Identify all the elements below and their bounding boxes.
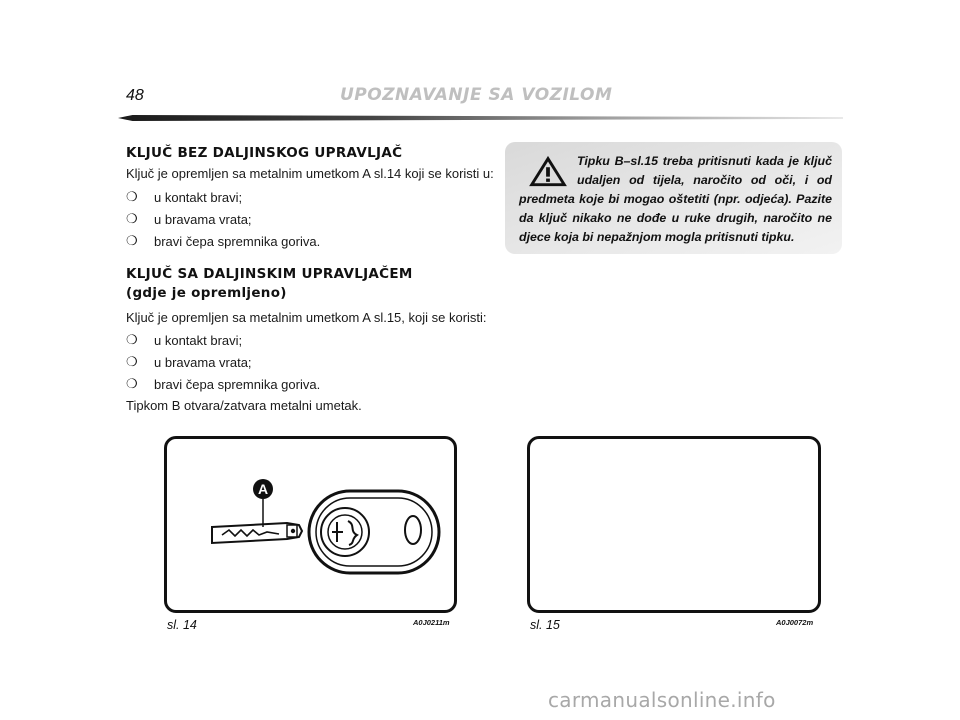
warning-text-block: [519, 152, 832, 247]
warning-text: Tipku B–sl.15 treba pritisnuti kada je ključ udaljen od tijela, naročito od oči, i od predmeta koje bi mogao oštetiti (npr. odjeća). Pazite da ključ nikako ne dođe u ruke drugih, naročito ne djece koja bi nepažnjom mogla pritisnuti tipku.: [519, 154, 832, 244]
figure-14-code: A0J0211m: [413, 618, 450, 627]
section2-heading: KLJUČ SA DALJINSKIM UPRAVLJAČEM: [126, 266, 413, 282]
section2-subheading: (gdje je opremljeno): [126, 285, 287, 301]
bullet-text: u kontakt bravi;: [154, 332, 243, 348]
running-title: UPOZNAVANJE SA VOZILOM: [340, 85, 613, 105]
bullet-row: [126, 211, 252, 227]
section1-heading: KLJUČ BEZ DALJINSKOG UPRAVLJAČ: [126, 145, 403, 161]
figure-14-caption: sl. 14: [167, 618, 197, 632]
figure-15-frame: [527, 436, 821, 613]
key-illustration-icon: [167, 439, 454, 610]
bullet-text: u kontakt bravi;: [154, 189, 243, 205]
bullet-text: u bravama vrata;: [154, 211, 252, 227]
figure-14-callout-label: A: [257, 481, 269, 497]
figure-14-frame: [164, 436, 457, 613]
bullet-row: [126, 376, 320, 392]
section2-intro: Ključ je opremljen sa metalnim umetkom A sl.15, koji se koristi:: [126, 310, 487, 325]
figure-15-code: A0J0072m: [776, 618, 814, 627]
bullet-text: u bravama vrata;: [154, 354, 252, 370]
watermark: carmanualsonline.info: [548, 688, 776, 712]
warning-box: [505, 142, 842, 254]
warning-triangle-icon: [527, 154, 569, 188]
section2-closing: Tipkom B otvara/zatvara metalni umetak.: [126, 398, 362, 413]
section1-intro: Ključ je opremljen sa metalnim umetkom A sl.14 koji se koristi u:: [126, 166, 494, 181]
bullet-icon: ❍: [126, 189, 138, 204]
bullet-icon: ❍: [126, 354, 138, 369]
bullet-text: bravi čepa spremnika goriva.: [154, 233, 321, 249]
bullet-row: [126, 332, 242, 348]
bullet-row: [126, 189, 242, 205]
bullet-icon: ❍: [126, 376, 138, 391]
page-number: 48: [126, 87, 144, 104]
bullet-text: bravi čepa spremnika goriva.: [154, 376, 321, 392]
bullet-row: [126, 354, 252, 370]
bullet-icon: ❍: [126, 332, 138, 347]
header-rule: [118, 115, 843, 121]
bullet-row: [126, 233, 320, 249]
bullet-icon: ❍: [126, 211, 138, 226]
bullet-icon: ❍: [126, 233, 138, 248]
figure-15-caption: sl. 15: [530, 618, 560, 632]
